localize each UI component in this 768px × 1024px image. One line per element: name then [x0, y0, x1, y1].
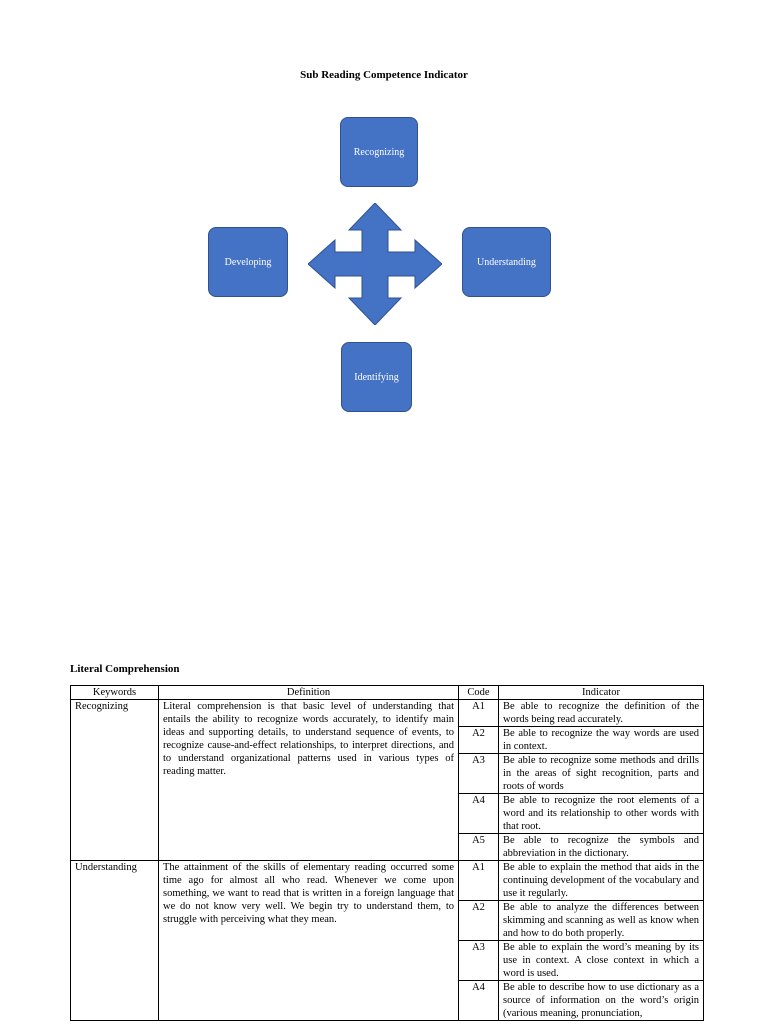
header-keywords: Keywords — [71, 686, 159, 700]
table-row — [71, 700, 704, 727]
keyword-cell: Understanding — [71, 861, 159, 1021]
indicator-cell: Be able to describe how to use dictionary as a source of information on the word’s origin (various meaning, pronunciation, — [499, 981, 704, 1021]
code-cell: A3 — [459, 941, 499, 981]
header-code: Code — [459, 686, 499, 700]
indicator-cell: Be able to analyze the differences between skimming and scanning as well as know when and how to do both properly. — [499, 901, 704, 941]
node-label: Developing — [224, 256, 272, 268]
diagram-title: Sub Reading Competence Indicator — [300, 69, 468, 81]
header-indicator: Indicator — [499, 686, 704, 700]
node-understanding — [462, 227, 551, 297]
indicator-cell: Be able to recognize the way words are used in context. — [499, 727, 704, 754]
indicator-cell: Be able to explain the method that aids in the continuing development of the vocabulary and use it regularly. — [499, 861, 704, 901]
node-recognizing — [340, 117, 418, 187]
node-label: Identifying — [354, 371, 399, 383]
code-cell: A2 — [459, 901, 499, 941]
node-identifying — [341, 342, 412, 412]
definition-cell: The attainment of the skills of elementary reading occurred some time ago for almost all who read. Whenever we come upon something, we want to read that is written in a foreign language that we do not know very well. We begin try to understand them, to struggle with perceiving what they mean. — [159, 861, 459, 1021]
code-cell: A1 — [459, 861, 499, 901]
indicator-cell: Be able to explain the word’s meaning by its use in context. A close context in which a word is used. — [499, 941, 704, 981]
indicator-cell: Be able to recognize the root elements of a word and its relationship to other words with that root. — [499, 794, 704, 834]
code-cell: A5 — [459, 834, 499, 861]
table-header-row — [71, 686, 704, 700]
keyword-cell: Recognizing — [71, 700, 159, 861]
header-definition: Definition — [159, 686, 459, 700]
indicator-cell: Be able to recognize the definition of the words being read accurately. — [499, 700, 704, 727]
literal-comprehension-table — [70, 685, 704, 1021]
indicator-cell: Be able to recognize some methods and drills in the areas of sight recognition, parts and roots of words — [499, 754, 704, 794]
code-cell: A2 — [459, 727, 499, 754]
node-label: Recognizing — [353, 146, 405, 158]
node-label: Understanding — [477, 256, 536, 268]
code-cell: A4 — [459, 794, 499, 834]
code-cell: A4 — [459, 981, 499, 1021]
four-way-arrow-icon — [308, 203, 442, 325]
table-row — [71, 861, 704, 901]
code-cell: A3 — [459, 754, 499, 794]
node-developing — [208, 227, 288, 297]
indicator-cell: Be able to recognize the symbols and abbreviation in the dictionary. — [499, 834, 704, 861]
definition-cell: Literal comprehension is that basic level of understanding that entails the ability to recognize words accurately, to identify main ideas and supporting details, to understand sequence of events, to recognize cause-and-effect relationships, to interpret directions, and to understand organizational patterns used in various types of reading matter. — [159, 700, 459, 861]
section-title: Literal Comprehension — [70, 663, 180, 675]
code-cell: A1 — [459, 700, 499, 727]
